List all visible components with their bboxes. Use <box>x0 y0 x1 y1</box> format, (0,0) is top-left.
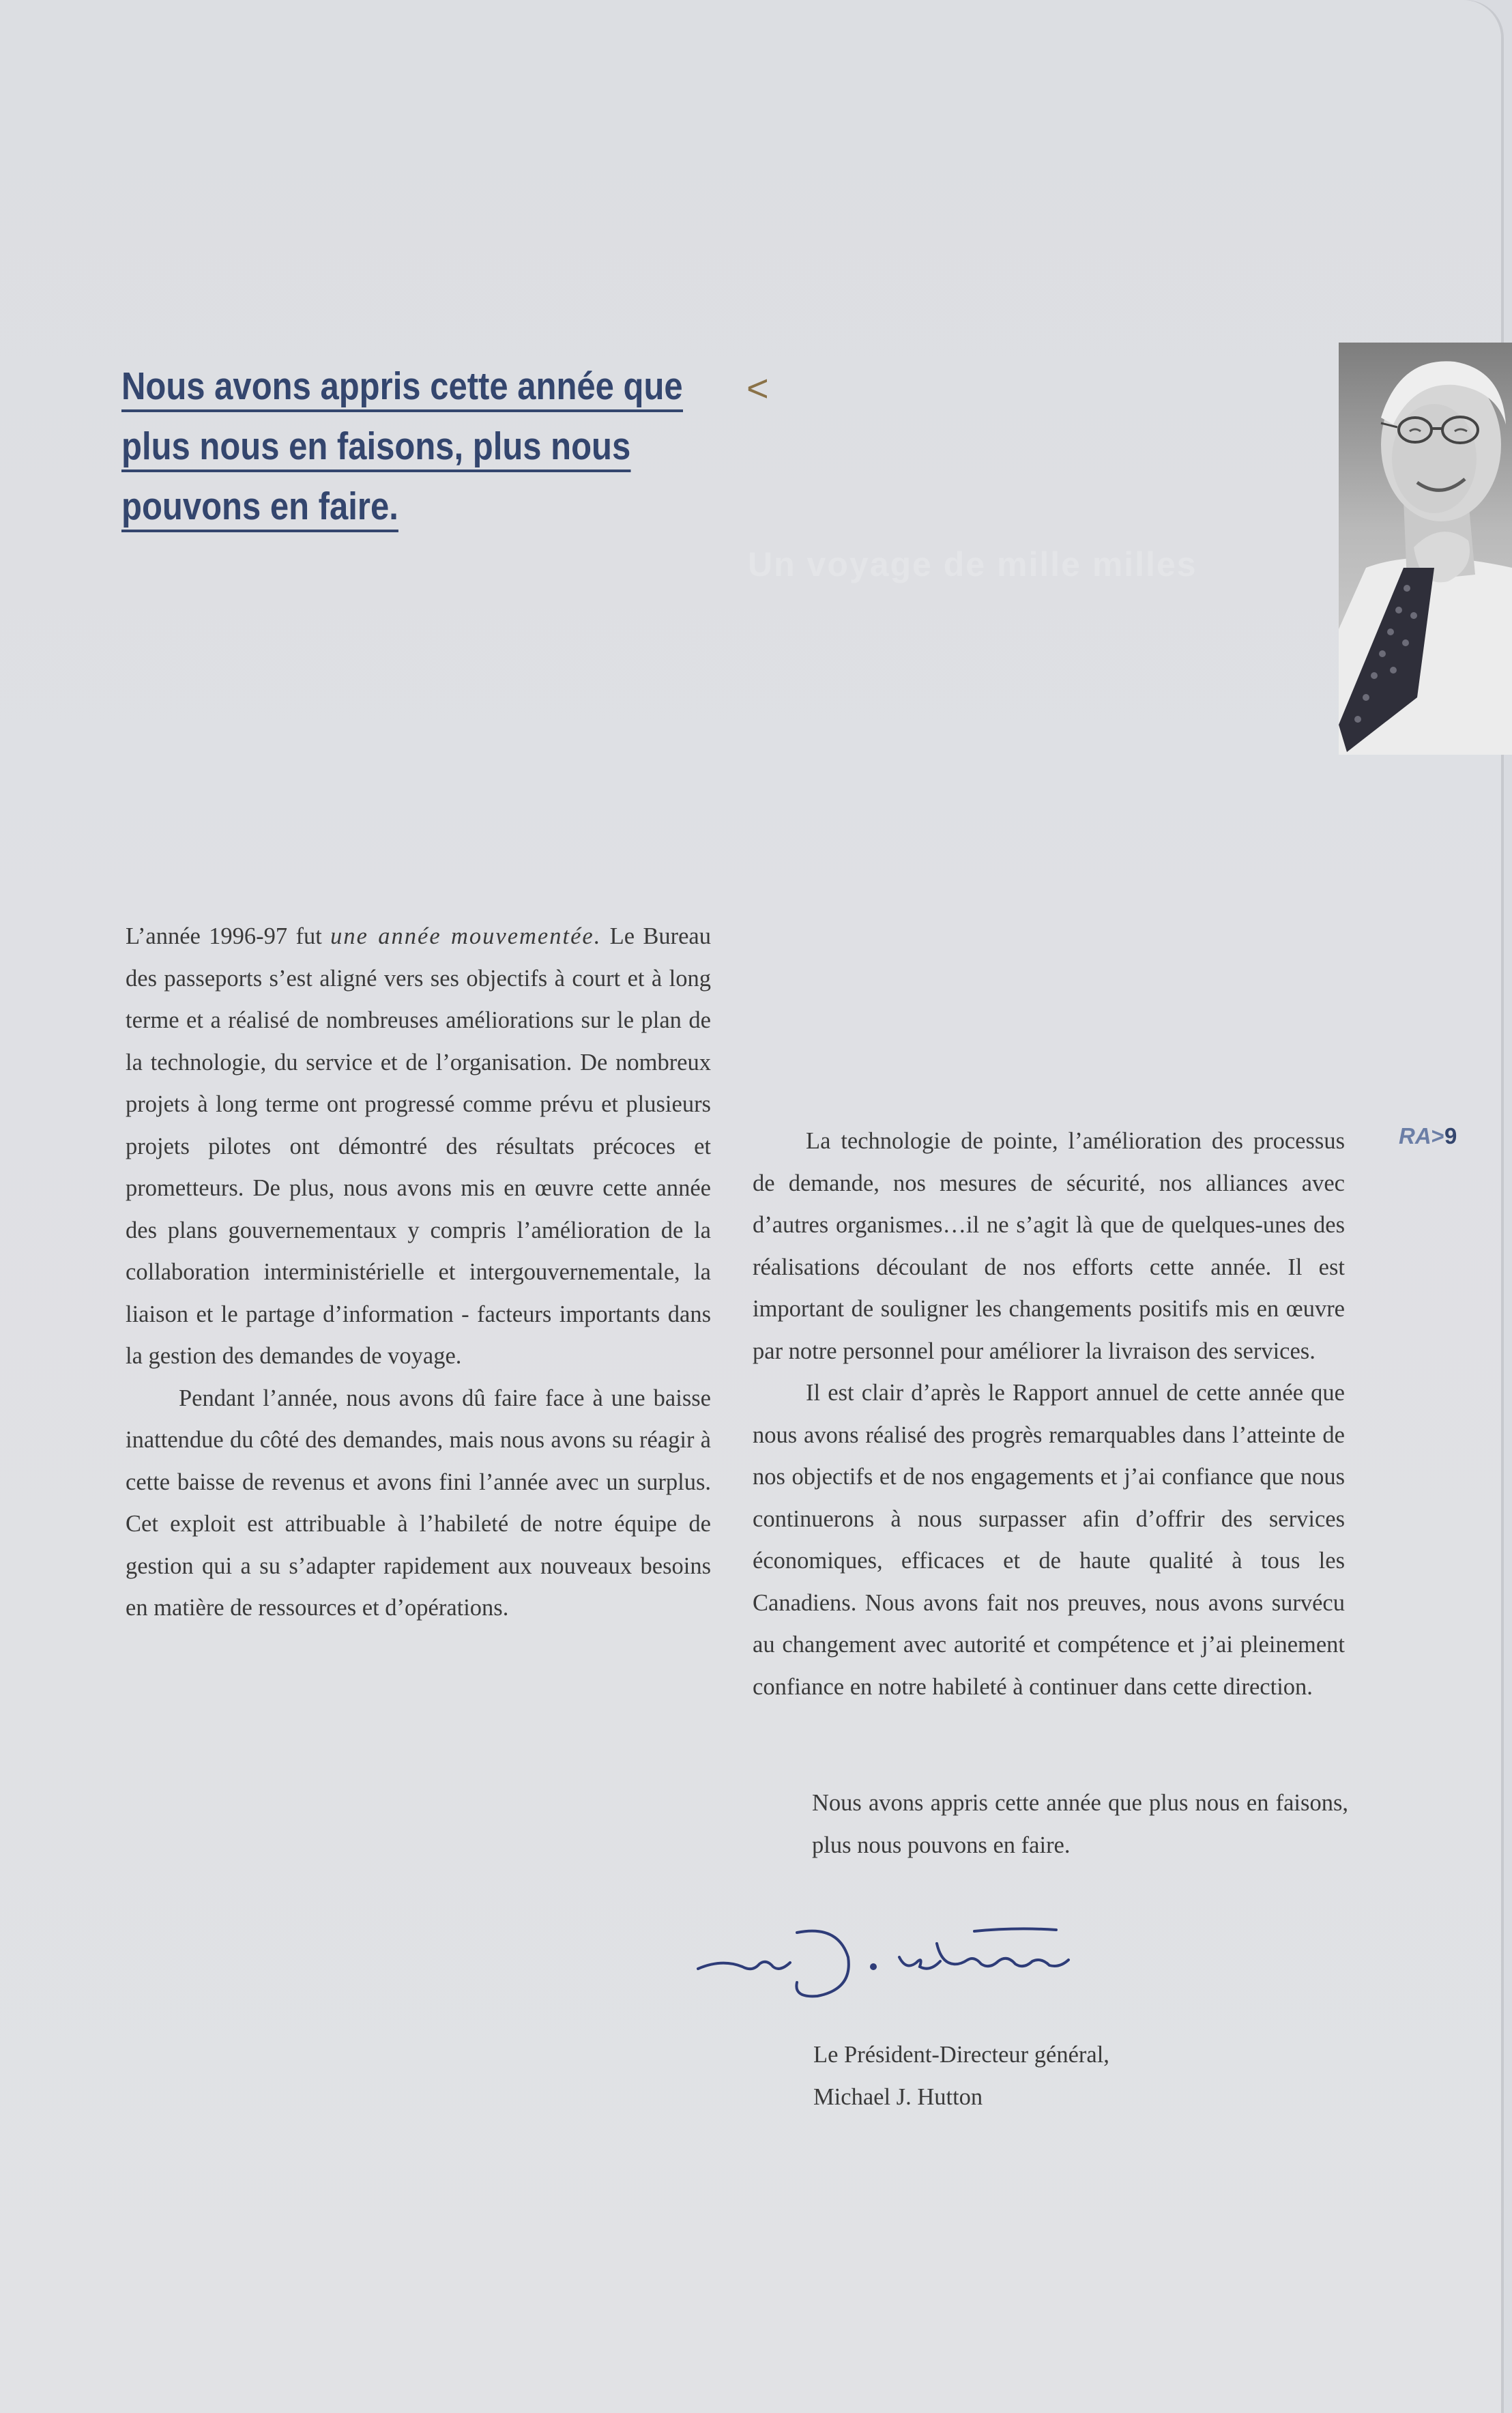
right-paragraph-2: Il est clair d’après le Rapport annuel de cette année que nous avons réalisé des progrès remarquables dans l’atteinte de nos objectifs et de nos engagements et j’ai confiance que nous continuerons à nous surpasser afin d’offrir des services économiques, efficaces et de haute qualité à tous les Canadiens. Nous avons fait nos preuves, nous avons survécu au changement avec autorité et compétence et j’ai pleinement confiance en notre habileté à continuer dans cette direction. <box>753 1380 1345 1700</box>
page-folio <box>1399 1123 1457 1149</box>
pull-quote-headline <box>121 356 707 536</box>
headline-line-3: pouvons en faire. <box>121 485 398 532</box>
headline-line-1: Nous avons appris cette année que <box>121 364 683 412</box>
signatory-block <box>813 2034 1109 2118</box>
left-p1-rest: Le Bureau des passeports s’est aligné vers ses objectifs à court et à long terme et a réalisé de nombreuses améliorations sur le plan de la technologie, du service et de l’organisation. De nombreux projets à long terme ont progressé comme prévu et plusieurs projets pilotes ont démontré des résultats précoces et prometteurs. De plus, nous avons mis en œuvre cette année des plans gouvernementaux y compris l’amélioration de la collaboration interministérielle et intergouvernementale, la liaison et le partage d’information - facteurs importants dans la gestion des demandes de voyage. <box>126 923 711 1369</box>
chevron-left-icon: < <box>746 366 769 409</box>
portrait-photo <box>1339 343 1512 755</box>
portrait-illustration <box>1339 343 1512 755</box>
folio-separator: > <box>1431 1123 1444 1148</box>
handwritten-signature <box>695 1904 1104 2013</box>
left-paragraph-1 <box>126 916 711 1378</box>
right-text-column <box>753 1121 1345 1708</box>
watermark-text: Un voyage de mille milles <box>748 545 1197 583</box>
headline-line-2: plus nous en faisons, plus nous <box>121 424 630 472</box>
right-paragraph-1: La technologie de pointe, l’amélioration des processus de demande, nos mesures de sécurité, nos alliances avec d’autres organismes…il ne s’agit là que de quelques-unes des réalisations découlant de nos efforts cette année. Il est important de souligner les changements positifs mis en œuvre par notre personnel pour améliorer la livraison des services. <box>753 1128 1345 1364</box>
left-paragraph-2: Pendant l’année, nous avons dû faire face à une baisse inattendue du côté des demandes, mais nous avons su réagir à cette baisse de revenus et avons fini l’année avec un surplus. Cet exploit est attribuable à l’habileté de notre équipe de gestion qui a su s’adapter rapidement aux nouveaux besoins en matière de ressources et d’opérations. <box>126 1385 711 1621</box>
signatory-title: Le Président-Directeur général, <box>813 2042 1109 2068</box>
folio-page-number: 9 <box>1444 1123 1457 1148</box>
left-p1-emphasis: une année mouvementée. <box>330 923 602 949</box>
signatory-name: Michael J. Hutton <box>813 2084 983 2110</box>
left-text-column <box>126 916 711 1630</box>
folio-prefix: RA <box>1399 1123 1431 1148</box>
left-p1-start: L’année 1996-97 fut <box>126 923 331 949</box>
closing-statement: Nous avons appris cette année que plus nous en faisons, plus nous pouvons en faire. <box>812 1790 1348 1858</box>
